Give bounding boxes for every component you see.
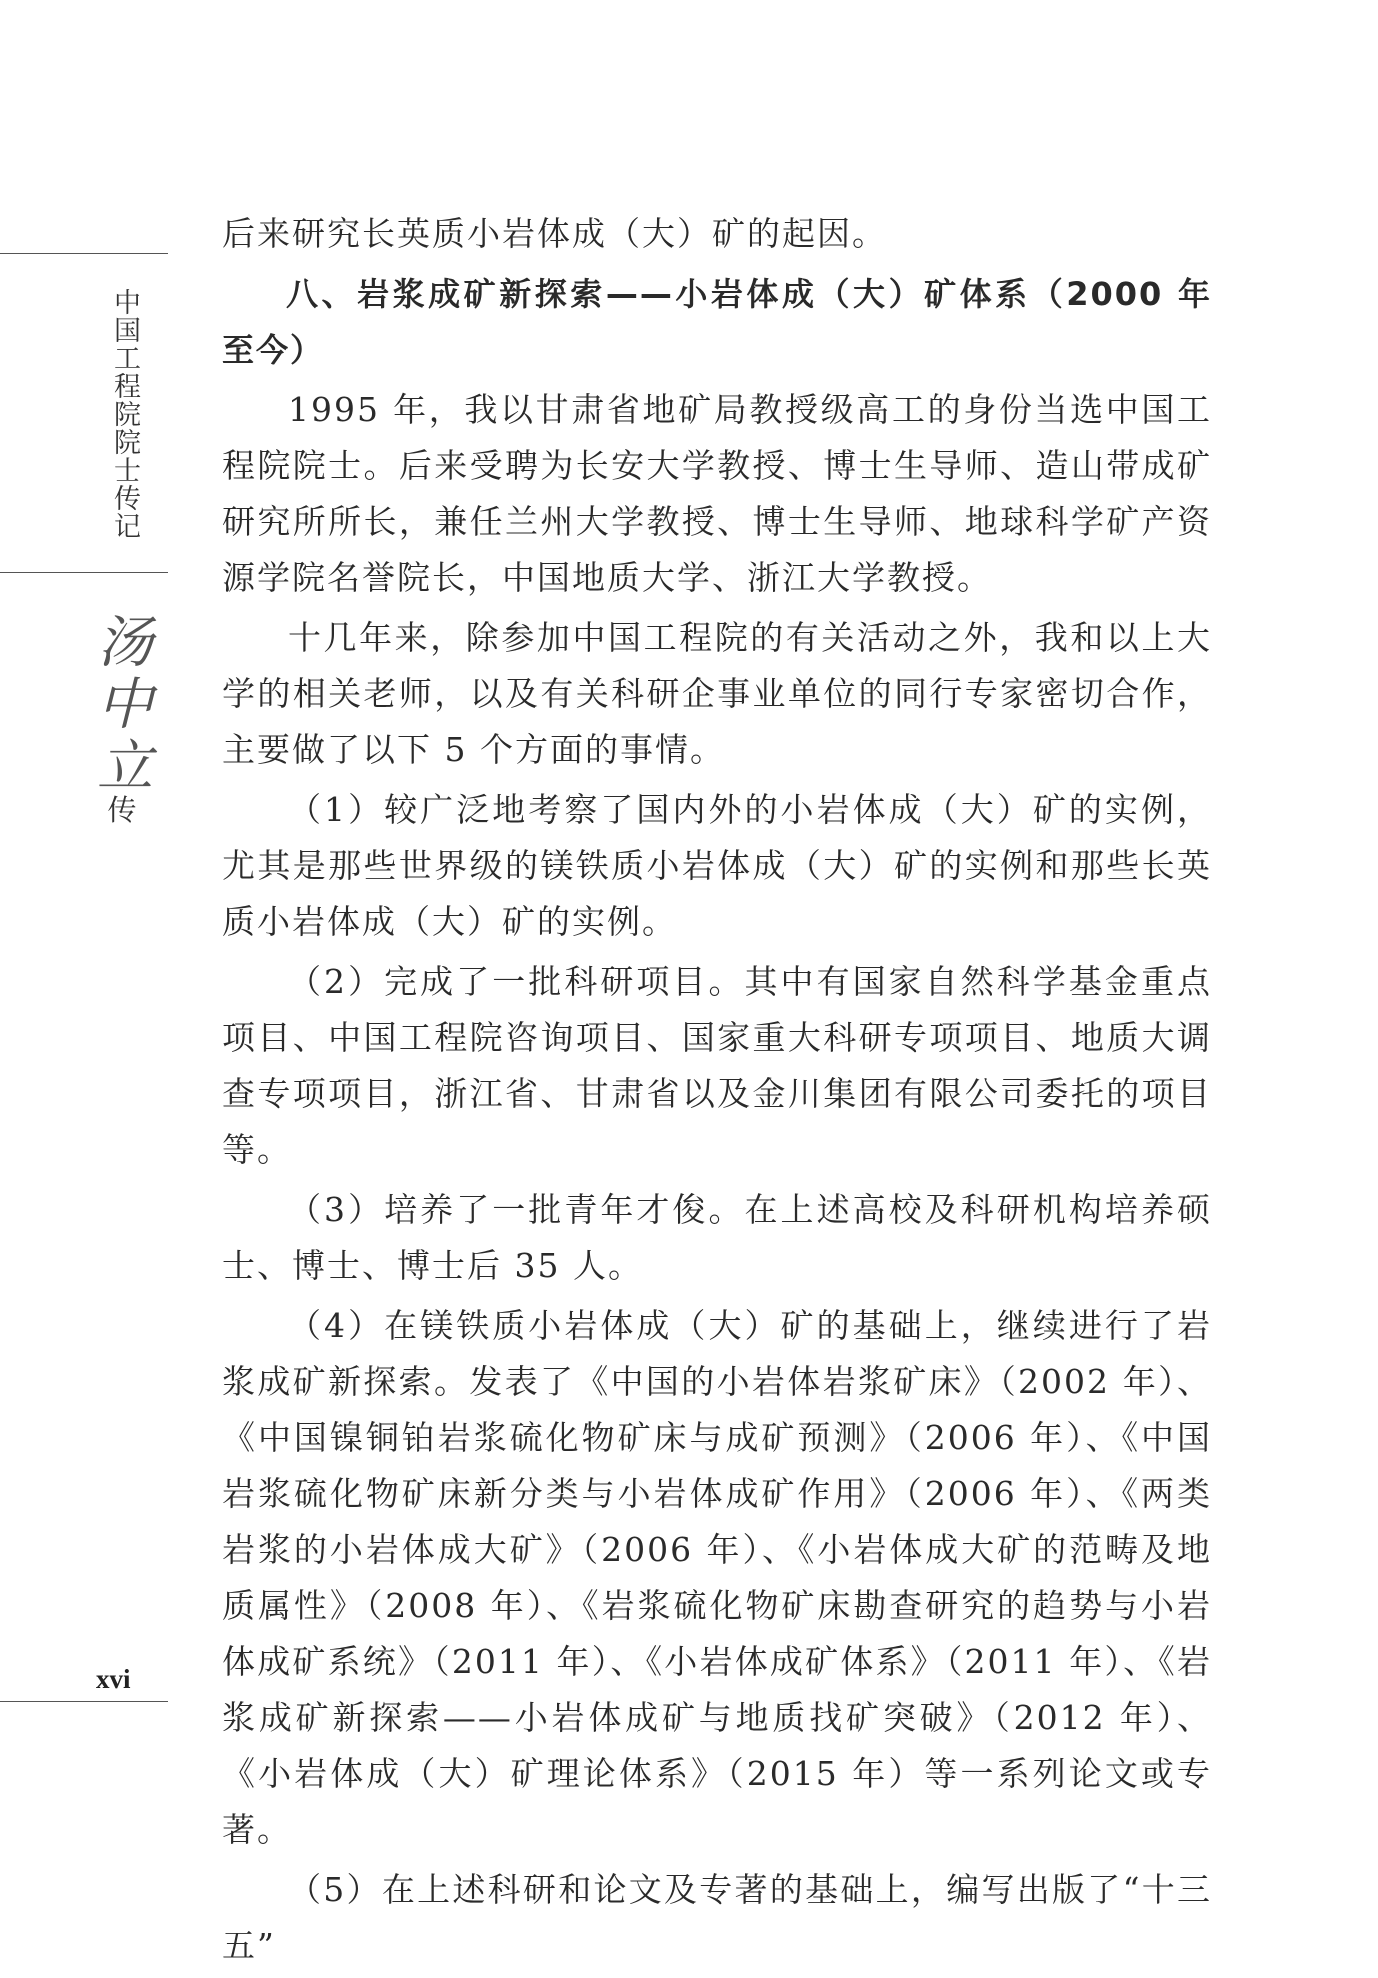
paragraph: 1995 年，我以甘肃省地矿局教授级高工的身份当选中国工程院院士。后来受聘为长安大学教授、博士生导师、造山带成矿研究所所长，兼任兰州大学教授、博士生导师、地球科学矿产资源学院名誉院长，中国地质大学、浙江大学教授。 (222, 390, 1212, 597)
section-heading: 八、岩浆成矿新探索——小岩体成（大）矿体系（2000 年至今） (222, 275, 1212, 369)
margin-rule-bottom (0, 1701, 168, 1702)
margin-rule-top (0, 253, 168, 254)
biography-suffix: 传 (107, 793, 137, 827)
series-title: 中国工程院院士传记 (109, 288, 140, 540)
list-item-paragraph: （4）在镁铁质小岩体成（大）矿的基础上，继续进行了岩浆成矿新探索。发表了《中国的小岩体岩浆矿床》（2002 年）、《中国镍铜铂岩浆硫化物矿床与成矿预测》（2006 年）、《中国岩浆硫化物矿床新分类与小岩体成矿作用》（2006 年）、《两类岩浆的小岩体成大矿》（2006 年）、《小岩体成大矿的范畴及地质属性》（2008 年）、《岩浆硫化物矿床勘查研究的趋势与小岩体成矿系统》（2011 年）、《小岩体成矿体系》（2011 年）、《岩浆成矿新探索——小岩体成矿与地质找矿突破》（2012 年）、《小岩体成（大）矿理论体系》（2015 年）等一系列论文或专著。 (222, 1306, 1212, 1849)
paragraph: 十几年来，除参加中国工程院的有关活动之外，我和以上大学的相关老师，以及有关科研企事业单位的同行专家密切合作，主要做了以下 5 个方面的事情。 (222, 618, 1212, 769)
list-item-paragraph: （1）较广泛地考察了国内外的小岩体成（大）矿的实例，尤其是那些世界级的镁铁质小岩体成（大）矿的实例和那些长英质小岩体成（大）矿的实例。 (222, 790, 1212, 941)
list-item-paragraph: （5）在上述科研和论文及专著的基础上，编写出版了“十三五” (222, 1870, 1212, 1965)
list-item-paragraph: （3）培养了一批青年才俊。在上述高校及科研机构培养硕士、博士、博士后 35 人。 (222, 1190, 1212, 1285)
paragraph-continuation: 后来研究长英质小岩体成（大）矿的起因。 (222, 214, 887, 253)
margin-rule-middle (0, 572, 168, 573)
biography-subject-name: 汤中立 (88, 612, 153, 798)
page-number: xvi (96, 1664, 131, 1694)
list-item-paragraph: （2）完成了一批科研项目。其中有国家自然科学基金重点项目、中国工程院咨询项目、国家重大科研专项项目、地质大调查专项项目，浙江省、甘肃省以及金川集团有限公司委托的项目等。 (222, 962, 1212, 1169)
body-text (222, 206, 1212, 1978)
